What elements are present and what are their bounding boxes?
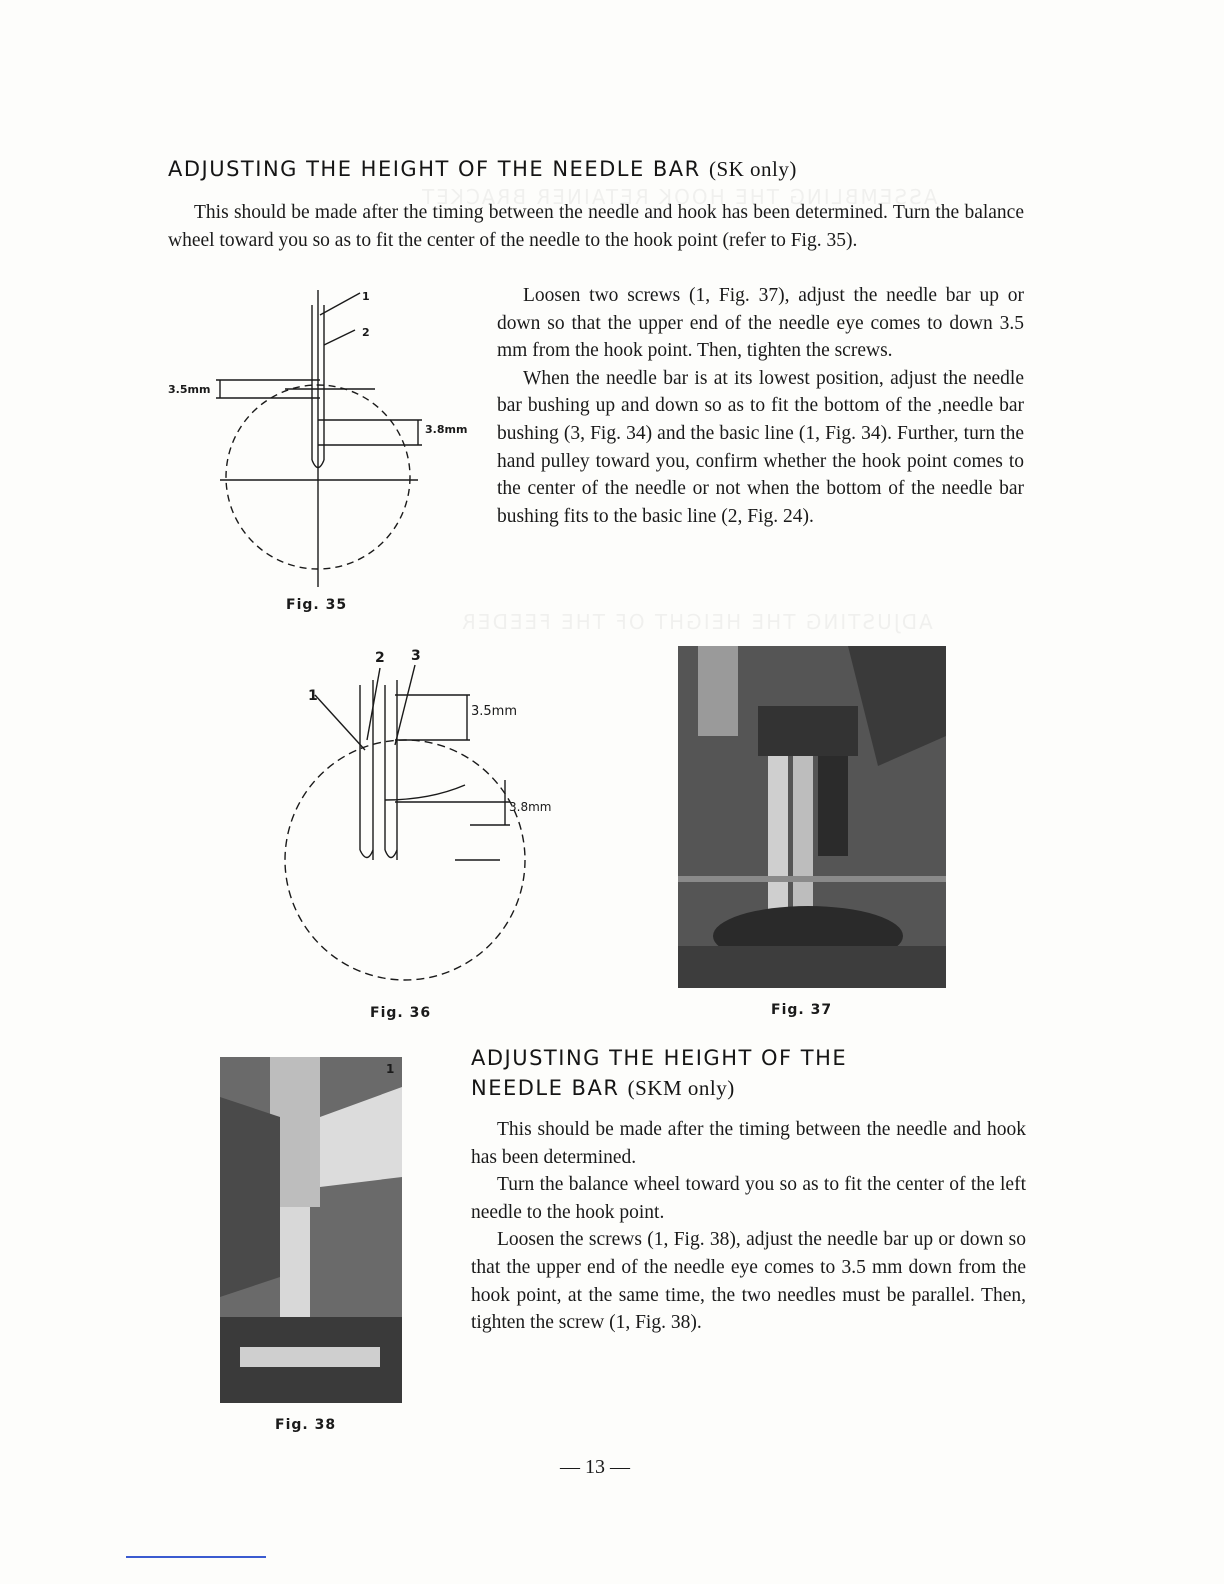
fig36-label-2: 2 — [375, 650, 385, 666]
heading-note-skm: (SKM only) — [627, 1076, 735, 1100]
heading-note: (SK only) — [708, 157, 797, 181]
heading-line1: ADJUSTING THE HEIGHT OF THE — [471, 1046, 848, 1070]
fig37-photo — [678, 646, 946, 988]
fig36-dim-3-8: 3.8mm — [509, 800, 552, 814]
skm-instructions — [471, 1116, 1026, 1337]
intro-text: This should be made after the timing between the needle and hook has been determined. Turn the balance wheel toward you so as to fit the center of the needle to the hook point (refer to Fig. 35). — [168, 202, 1024, 251]
fig36-label-3: 3 — [411, 648, 421, 664]
heading-line2-wrap — [471, 1073, 847, 1103]
fig35-dim-3-8: 3.8mm — [425, 423, 468, 436]
fig35-caption: Fig. 35 — [286, 597, 348, 613]
sk-para-loosen: Loosen two screws (1, Fig. 37), adjust the needle bar up or down so that the upper end of the needle eye comes to down 3.5 mm from the hook point. Then, tighten the screws. — [497, 285, 1024, 362]
fig36-label-1: 1 — [308, 688, 318, 704]
sk-instructions — [497, 282, 1024, 530]
fig35-dim-3-5: 3.5mm — [168, 383, 211, 396]
bottom-rule — [126, 1556, 266, 1558]
intro-paragraph — [168, 199, 1024, 254]
sk-para-bushing: When the needle bar is at its lowest position, adjust the needle bar bushing up and down so as to fit the bottom of the ,needle bar bushing (3, Fig. 34) and the basic line (1, Fig. 34). Further, turn the hand pulley toward you, confirm whether the hook point comes to the center of the needle or not when the bottom of the needle bar bushing fits to the basic line (2, Fig. 24). — [497, 367, 1024, 527]
skm-para-timing: This should be made after the timing between the needle and hook has been determined. — [471, 1119, 1026, 1168]
page-number: — 13 — — [560, 1456, 630, 1478]
fig35-label-2: 2 — [362, 326, 370, 339]
bleed-through-text: ADJUSTING THE HEIGHT OF THE FEEDER — [460, 610, 933, 634]
fig36-caption: Fig. 36 — [370, 1005, 432, 1021]
skm-para-balance: Turn the balance wheel toward you so as to fit the center of the left needle to the hook point. — [471, 1174, 1026, 1223]
fig35-label-1: 1 — [362, 290, 370, 303]
fig38-label-1: 1 — [386, 1062, 395, 1076]
bleed-through-text: ASSEMBLING THE HOOK RETAINER BRACKET — [420, 185, 938, 209]
fig35-diagram — [160, 285, 460, 595]
section-heading-sk — [168, 157, 797, 182]
fig37-caption: Fig. 37 — [771, 1002, 833, 1018]
fig36-diagram — [255, 650, 585, 1005]
section-heading-skm — [471, 1043, 847, 1103]
heading-line2: NEEDLE BAR — [471, 1076, 620, 1100]
skm-para-loosen: Loosen the screws (1, Fig. 38), adjust the needle bar up or down so that the upper end of the needle eye comes to 3.5 mm down from the hook point, at the same time, the two needles must be parallel. Then, tighten the screw (1, Fig. 38). — [471, 1229, 1026, 1334]
fig38-photo — [220, 1057, 402, 1403]
fig38-caption: Fig. 38 — [275, 1417, 337, 1433]
fig36-dim-3-5: 3.5mm — [471, 704, 518, 719]
heading-main: ADJUSTING THE HEIGHT OF THE NEEDLE BAR — [168, 157, 701, 181]
